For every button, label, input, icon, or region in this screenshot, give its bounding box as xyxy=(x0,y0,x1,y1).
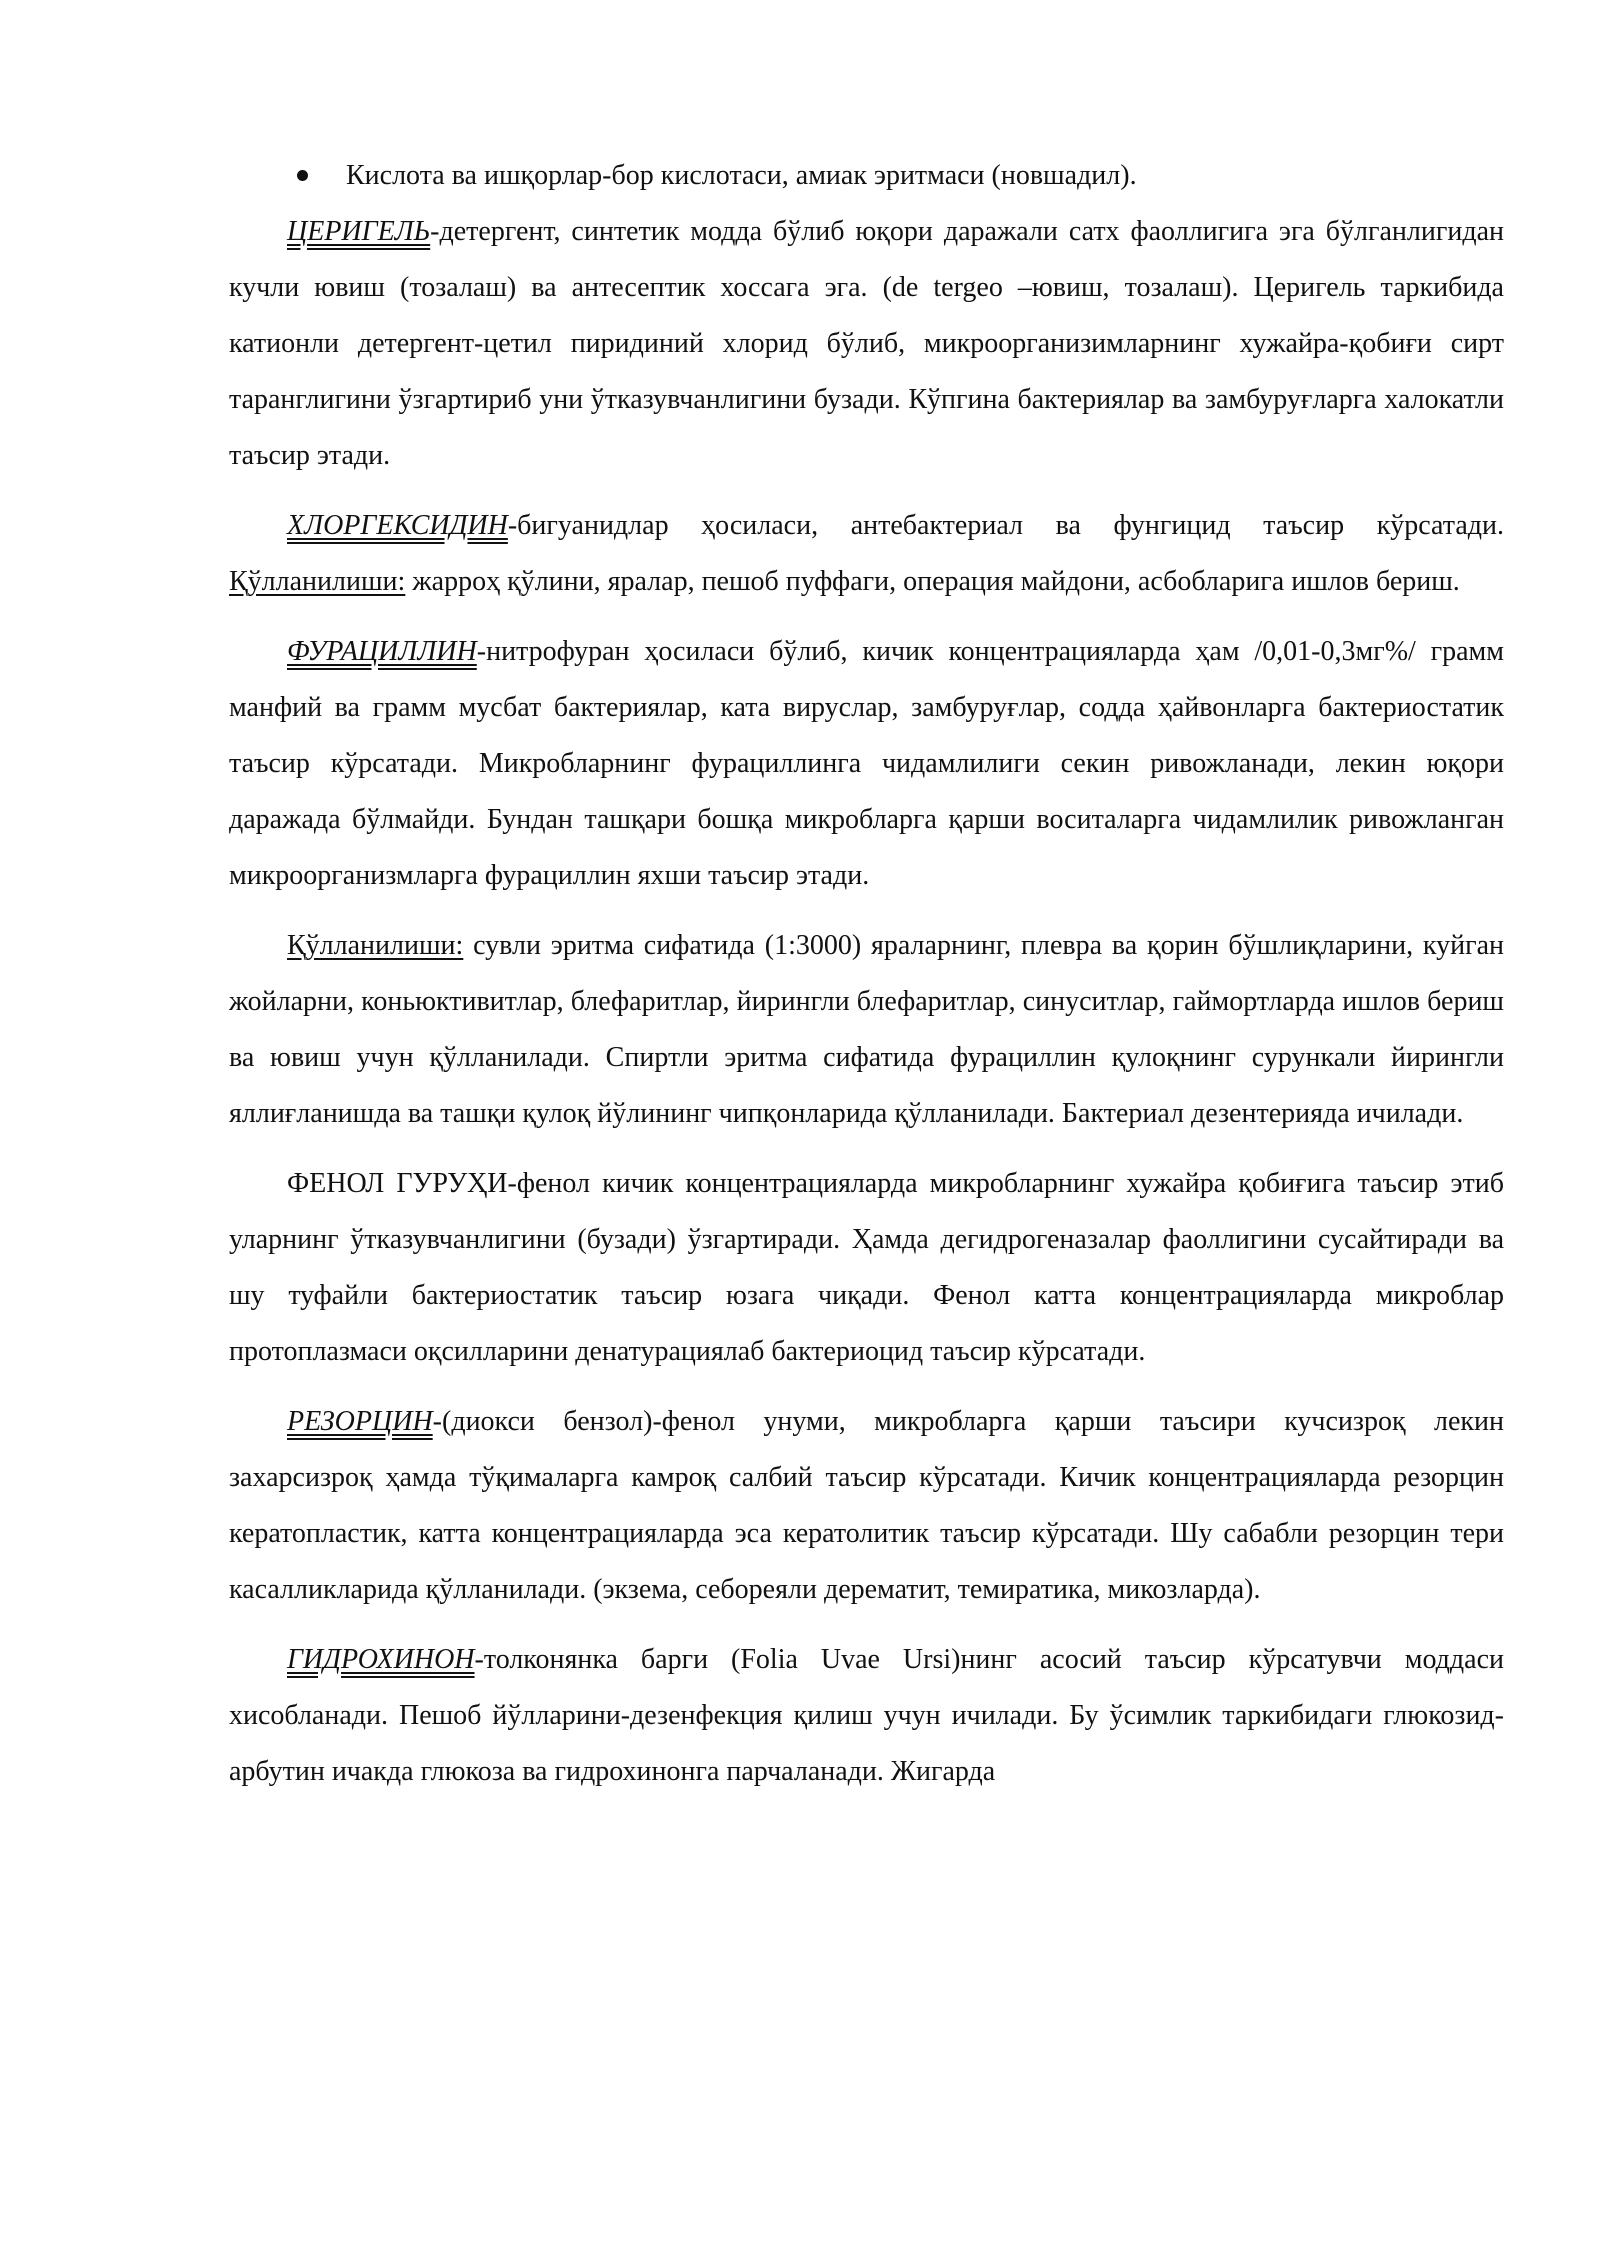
paragraph-hydroquinone xyxy=(229,1632,1504,1800)
usage-label: Қўлланилиши: xyxy=(229,566,406,597)
paragraph-text: жарроҳ қўлини, яралар, пешоб пуффаги, операция майдони, асбобларига ишлов бериш. xyxy=(405,566,1460,597)
paragraph-text: -(диокси бензол)-фенол унуми, микробларга қарши таъсири кучсизроқ лекин захарсизроқ ҳамда тўқималарга камроқ салбий таъсир кўрсатади. Кичик концентрацияларда резорцин кератопластик, катта концентрацияларда эса кератолитик таъсир кўрсатади. Шу сабабли резорцин тери касалликларида қўлланилади. (экзема, себореяли дерематит, темиратика, микозларда). xyxy=(229,1406,1504,1605)
paragraph-furacilin xyxy=(229,624,1504,904)
paragraph-cerigel xyxy=(229,204,1504,484)
bullet-item xyxy=(229,148,1504,204)
paragraph-furacilin-usage xyxy=(229,918,1504,1142)
paragraph-text: сувли эритма сифатида (1:3000) яраларнинг, плевра ва қорин бўшлиқларини, куйган жойларни, коньюктивитлар, блефаритлар, йирингли блефаритлар, синуситлар, гаймортларда ишлов бериш ва ювиш учун қўлланилади. Спиртли эритма сифатида фурациллин қулоқнинг сурункали йирингли яллиғланишда ва ташқи қулоқ йўлининг чипқонларида қўлланилади. Бактериал дезентерияда ичилади. xyxy=(229,930,1504,1129)
bullet-dot-icon xyxy=(297,170,308,181)
bullet-text: Кислота ва ишқорлар-бор кислотаси, амиак эритмаси (новшадил). xyxy=(346,160,1137,191)
paragraph-phenol-group xyxy=(229,1156,1504,1380)
term-furacilin: ФУРАЦИЛЛИН xyxy=(287,636,477,667)
term-resorcinol: РЕЗОРЦИН xyxy=(287,1406,433,1437)
paragraph-text: -толконянка барги (Folia Uvae Ursi)нинг асосий таъсир кўрсатувчи моддаси хисобланади. Пешоб йўлларини-дезенфекция қилиш учун ичилади. Бу ўсимлик таркибидаги глюкозид-арбутин ичакда глюкоза ва гидрохинонга парчаланади. Жигарда xyxy=(229,1644,1504,1787)
paragraph-text: -бигуанидлар ҳосиласи, антебактериал ва фунгицид таъсир кўрсатади. xyxy=(507,510,1504,541)
paragraph-resorcinol xyxy=(229,1394,1504,1618)
paragraph-chlorhexidine xyxy=(229,498,1504,610)
term-hydroquinone: ГИДРОХИНОН xyxy=(287,1644,475,1675)
term-chlorhexidine: ХЛОРГЕКСИДИН xyxy=(287,510,508,541)
term-cerigel: ЦЕРИГЕЛЬ xyxy=(287,216,431,247)
paragraph-text: ФЕНОЛ ГУРУҲИ-фенол кичик концентрацияларда микробларнинг хужайра қобиғига таъсир этиб уларнинг ўтказувчанлигини (бузади) ўзгартиради. Ҳамда дегидрогеназалар фаоллигини сусайтиради ва шу туфайли бактериостатик таъсир юзага чиқади. Фенол катта концентрацияларда микроблар протоплазмаси оқсилларини денатурациялаб бактериоцид таъсир кўрсатади. xyxy=(229,1168,1504,1367)
paragraph-text: -детергент, синтетик модда бўлиб юқори даражали сатх фаоллигига эга бўлганлигидан кучли ювиш (тозалаш) ва антесептик хоссага эга. (de tergeo –ювиш, тозалаш). Церигель таркибида катионли детергент-цетил пиридиний хлорид бўлиб, микроорганизимларнинг хужайра-қобиғи сирт таранглигини ўзгартириб уни ўтказувчанлигини бузади. Кўпгина бактериялар ва замбуруғларга халокатли таъсир этади. xyxy=(229,216,1504,471)
usage-label: Қўлланилиши: xyxy=(287,930,464,961)
paragraph-text: -нитрофуран ҳосиласи бўлиб, кичик концентрацияларда ҳам /0,01-0,3мг%/ грамм манфий ва грамм мусбат бактериялар, ката вируслар, замбуруғлар, содда ҳайвонларга бактериостатик таъсир кўрсатади. Микробларнинг фурациллинга чидамлилиги секин ривожланади, лекин юқори даражада бўлмайди. Бундан ташқари бошқа микробларга қарши воситаларга чидамлилик ривожланган микроорганизмларга фурациллин яхши таъсир этади. xyxy=(229,636,1504,891)
